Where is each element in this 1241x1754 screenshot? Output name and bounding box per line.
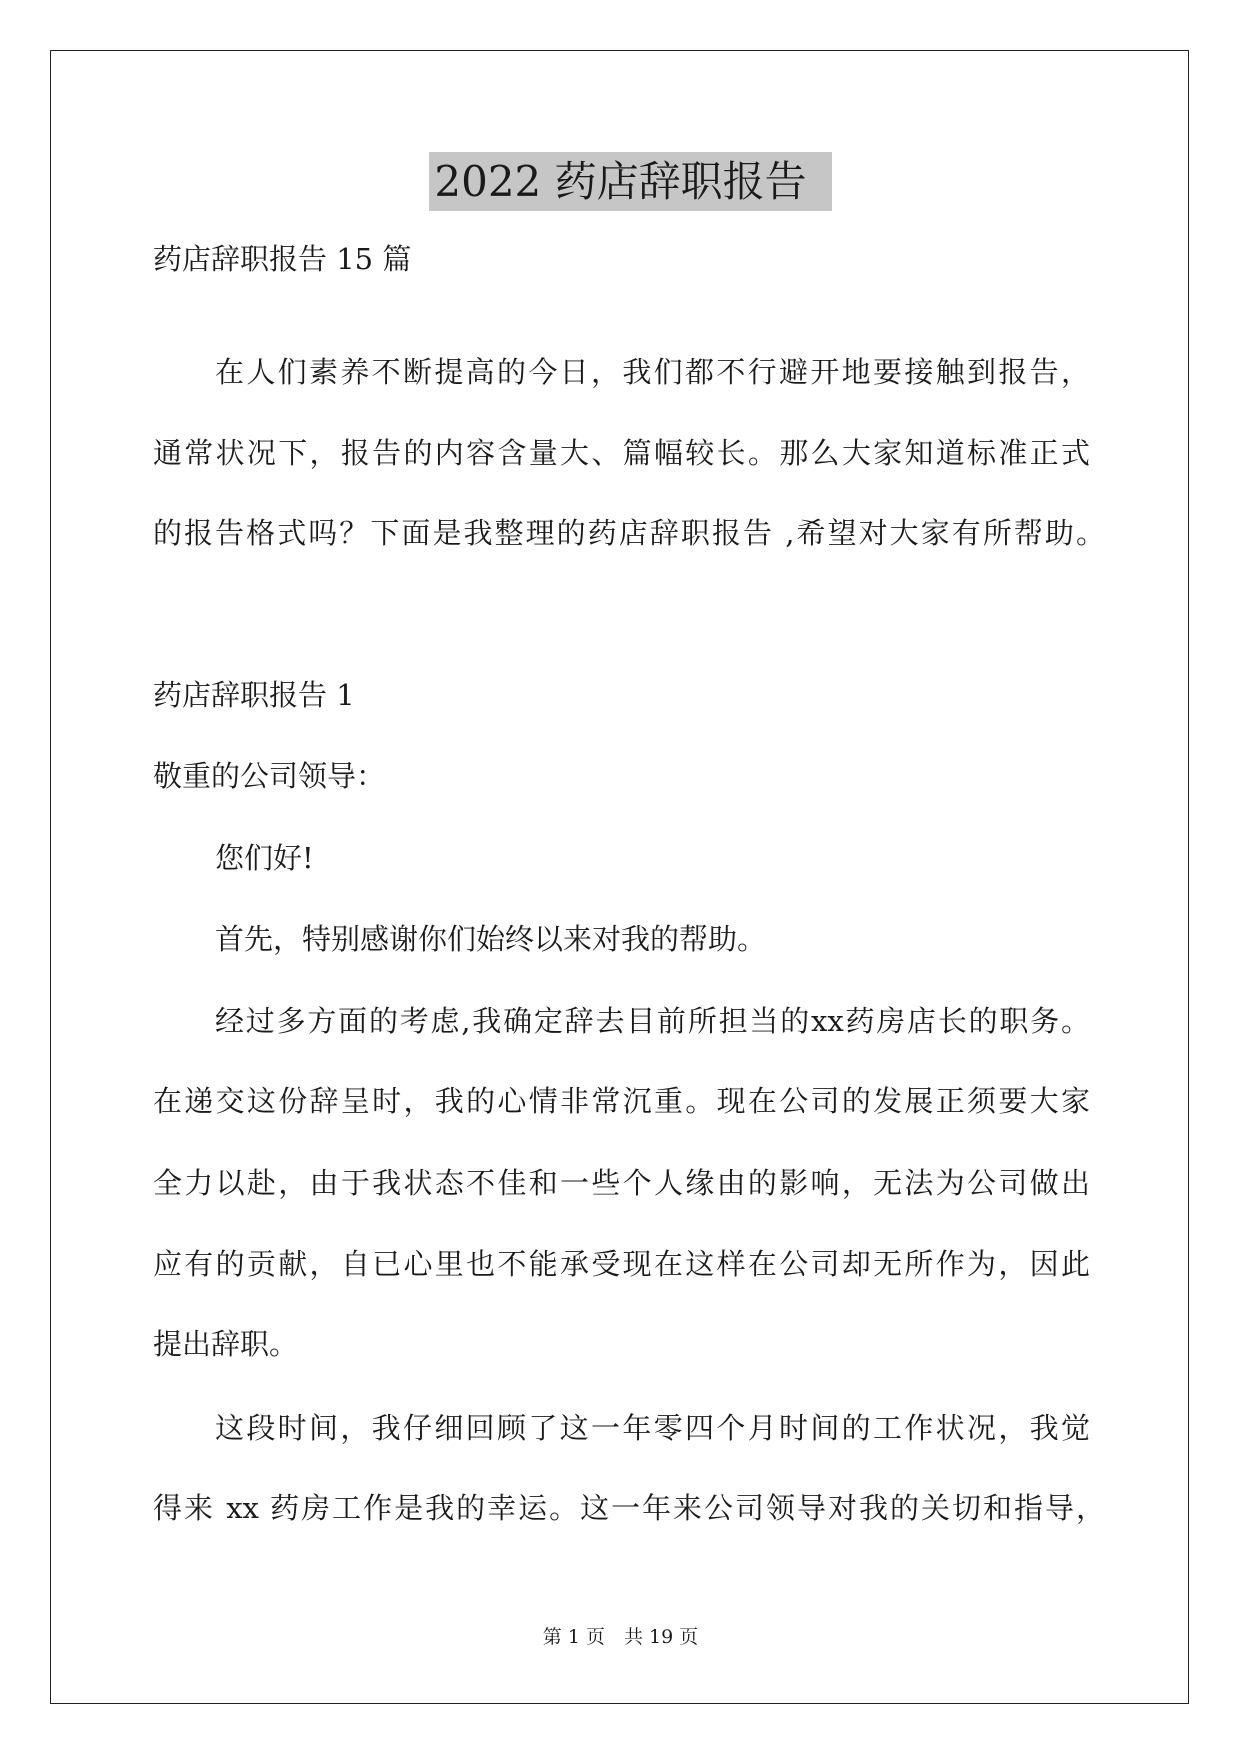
document-title: 2022 药店辞职报告: [434, 157, 807, 206]
body-line: 在递交这份辞呈时，我的心情非常沉重。现在公司的发展正须要大家: [153, 1084, 1090, 1118]
body-line: 这段时间，我仔细回顾了这一年零四个月时间的工作状况，我觉: [215, 1411, 1090, 1445]
body-line: 应有的贡献，自已心里也不能承受现在这样在公司却无所作为，因此: [153, 1247, 1090, 1281]
section-heading: 药店辞职报告 1: [153, 678, 355, 712]
body-line: 得来 xx 药房工作是我的幸运。这一年来公司领导对我的关切和指导，: [153, 1491, 1105, 1525]
intro-line: 在人们素养不断提高的今日，我们都不行避开地要接触到报告，: [215, 355, 1090, 389]
body-line: 提出辞职。: [153, 1327, 299, 1361]
intro-line: 的报告格式吗？下面是我整理的药店辞职报告 ,希望对大家有所帮助。: [153, 516, 1105, 550]
body-line: 首先，特别感谢你们始终以来对我的帮助。: [215, 922, 767, 956]
body-line: 全力以赴，由于我状态不佳和一些个人缘由的影响，无法为公司做出: [153, 1166, 1090, 1200]
intro-line: 通常状况下，报告的内容含量大、篇幅较长。那么大家知道标准正式: [153, 436, 1090, 470]
subtitle-line: 药店辞职报告 15 篇: [153, 242, 412, 276]
page-number-footer: 第 1 页 共 19 页: [542, 1626, 699, 1648]
salutation-line: 敬重的公司领导：: [153, 759, 386, 793]
body-line: 经过多方面的考虑,我确定辞去目前所担当的xx药房店长的职务。: [215, 1004, 1090, 1038]
greeting-line: 您们好!: [215, 841, 314, 875]
